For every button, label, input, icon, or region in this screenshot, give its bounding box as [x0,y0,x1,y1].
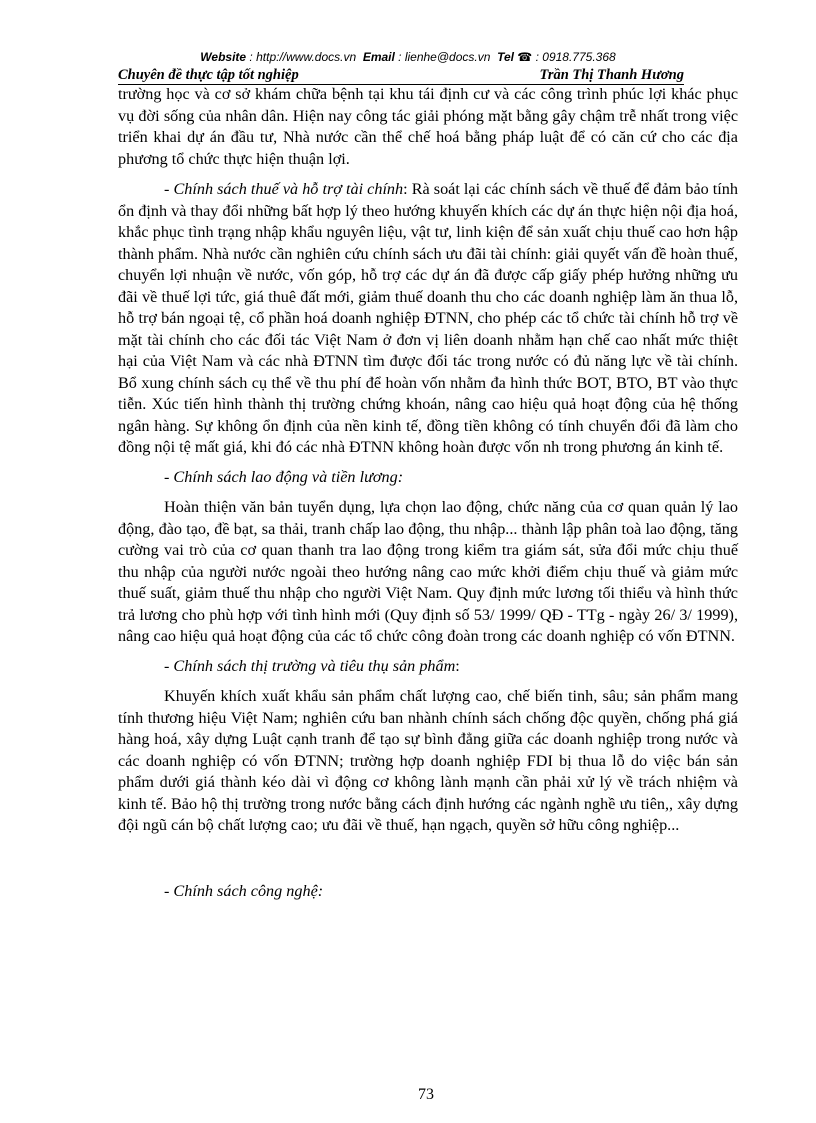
heading-technology-policy [118,881,738,903]
paragraph-market-policy: Khuyến khích xuất khẩu sản phẩm chất lượng cao, chế biến tinh, sâu; sản phẩm mang tính thương hiệu Việt Nam; nghiên cứu ban nhành chính sách chống độc quyền, chống phá giá hàng hoá, xây dựng Luật cạnh tranh để tạo sự bình đẳng giữa các doanh nghiệp trong nước và các doanh nghiệp có vốn ĐTNN; trường hợp doanh nghiệp FDI bị thua lỗ do việc bán sản phẩm dưới giá thành kéo dài vì động cơ không lành mạnh cần phải xử lý về trách nhiệm và kinh tế. Bảo hộ thị trường trong nước bằng cách định hướng các ngành nghề ưu tiên,, xây dựng đội ngũ cán bộ chất lượng cao; ưu đãi về thuế, hạn ngạch, quyền sở hữu công nghiệp... [118,687,738,834]
tel-label: Tel ☎ [497,50,533,64]
header-author: Trần Thị Thanh Hương [539,67,684,83]
document-body [118,84,738,902]
email-value[interactable]: : lienhe@docs.vn [394,50,491,64]
website-label: Website [200,50,247,64]
heading-tax-policy: - Chính sách thuế và hỗ trợ tài chính [164,180,404,198]
paragraph-tax-policy [118,179,738,459]
email-label: Email [362,50,395,64]
tel-value: : 0918.775.368 [532,50,616,64]
heading-market-policy-text: - Chính sách thị trường và tiêu thụ sản phẩm [164,656,456,675]
heading-market-policy [118,656,738,678]
paragraph-land-clearance: trường học và cơ sở khám chữa bệnh tại khu tái định cư và các công trình phúc lợi khác phục vụ đời sống của nhân dân. Hiện nay công tác giải phóng mặt bằng gây chậm trễ nhất trong việc triển khai dự án đầu tư, Nhà nước cần thể chế hoá bằng pháp luật để có căn cứ cho các địa phương tổ chức thực hiện thuận lợi. [118,85,738,168]
heading-technology-policy-text: - Chính sách công nghệ: [164,881,324,900]
header-title: Chuyên đề thực tập tốt nghiệp [118,67,299,83]
heading-market-colon: : [455,656,460,675]
tax-policy-text: : Rà soát lại các chính sách về thuế để đảm bảo tính ổn định và thay đổi những bất hợp lý theo hướng khuyến khích các dự án thực hiện nội địa hoá, khắc phục tình trạng nhập khẩu nguyên liệu, vật tư, linh kiện để sản xuất chịu thuế cao hơn hập thành phẩm. Nhà nước cần nghiên cứu chính sách ưu đãi tài chính: giải quyết vấn đề hoàn thuế, chuyển lợi nhuận về nước, vốn góp, hỗ trợ các dự án đã được cấp giấy phép hưởng những ưu đãi về thuế lợi tức, giá thuê đất mới, giảm thuế doanh thu cho các doanh nghiệp làm ăn thua lỗ, hỗ trợ bán ngoại tệ, cổ phần hoá doanh nghiệp ĐTNN, cho phép các tổ chức tài chính hỗ trợ về mặt tài chính cho các đối tác Việt Nam ở đơn vị liên doanh nhằm hạn chế cao nhất mức thiệt hại của Việt Nam và các nhà ĐTNN tìm được đối tác trong nước có đủ năng lực về tài chính. Bổ xung chính sách cụ thể về thu phí để hoàn vốn nhằm đa hình thức BOT, BTO, BT vào thực tiễn. Xúc tiến hình thành thị trường chứng khoán, nâng cao hiệu quả hoạt động của hệ thống ngân hàng. Sự không ổn định của nền kinh tế, đồng tiền không có tính chuyển đổi đã làm cho đồng nội tệ mất giá, khi đó các nhà ĐTNN không hoàn được vốn nh trong phương án kinh tế. [118,180,738,456]
paragraph-labor-policy: Hoàn thiện văn bản tuyển dụng, lựa chọn lao động, chức năng của cơ quan quản lý lao động, đào tạo, đề bạt, sa thải, tranh chấp lao động, thu nhập... thành lập phân toà lao động, tăng cường vai trò của cơ quan thanh tra lao động trong kiểm tra giám sát, sửa đổi mức chịu thuế thu nhập của người nước ngoài theo hướng nâng cao mức khởi điểm chịu thuế và giảm mức thuế suất, giảm thuế thu nhập cho người Việt Nam. Quy định mức lương tối thiểu và hình thức trả lương cho phù hợp với tình hình mới (Quy định số 53/ 1999/ QĐ - TTg - ngày 26/ 3/ 1999), nâng cao hiệu quả hoạt động của các tổ chức công đoàn trong các doanh nghiệp có vốn ĐTNN. [118,498,738,645]
page-header [118,66,684,85]
website-url[interactable]: : http://www.docs.vn [246,50,357,64]
heading-labor-policy-text: - Chính sách lao động và tiền lương: [164,467,404,486]
heading-labor-policy [118,467,738,489]
website-contact-line [0,50,816,64]
page-number: 73 [418,1086,434,1103]
